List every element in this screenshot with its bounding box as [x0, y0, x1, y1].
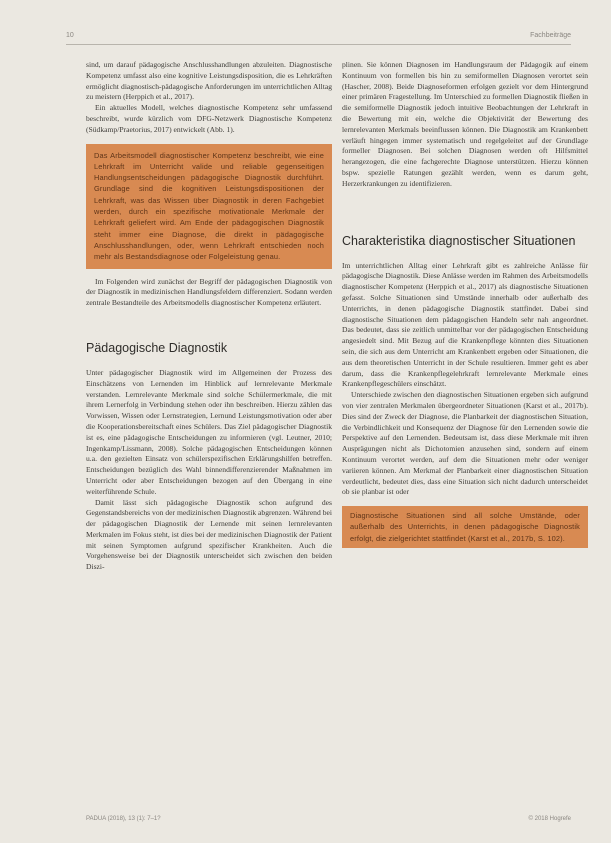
footer-citation: PADUA (2018), 13 (1): 7–1?	[86, 816, 161, 822]
paragraph: Im unterrichtlichen Alltag einer Lehrkraft gibt es zahlreiche Anlässe für pädagogische Diagnostik. Diese Anlässe werden im Rahmen des Arbeitsmodells diagnostischer Kompetenz (Herppich et al., 2017) als diagnostische Situationen gefasst. Solche Situationen sind Umstände innerhalb oder außerhalb des Unterrichts, in denen pädagogische Diagnostik stattfindet. Dabei sind diagnostische Situationen dem pädagogischen Handeln sehr nah angeordnet. Das bedeutet, dass sie zeitlich unmittelbar vor der pädagogischen Entscheidung angesiedelt sind. Mit Bezug auf die Krankenpflege könnten dies Situationen sein, die sich aus dem Unterricht am Krankenbett ergeben oder Situationen, die aus dem theoretischen Unterricht in der Schule resultieren. Immer geht es aber darum, dass die Krankenpflegelehrkraft lernrelevante Merkmale eines Krankenpflegeschülers einschätzt.	[342, 260, 588, 389]
paragraph: Unter pädagogischer Diagnostik wird im Allgemeinen der Prozess des Einschätzens von Lernenden im Hinblick auf lernrelevante Merkmale verstanden. Lernrelevante Merkmale sind solche Schülermerkmale, die mit ihrem Lernerfolg in Verbindung stehen oder ihn beschreiben. Hierzu zählen das Vorwissen, Wissen oder Lernstrategien, Lernund Leistungsmotivation oder aber die Kooperationsbereitschaft eines Schülers. Das Ziel pädagogischer Diagnostik ist es, eine pädagogische Entscheidungen zu informieren (vgl. Leutner, 2010; Ingenkamp/Lissmann, 2008). Solche pädagogischen Entscheidungen können u.a. den gezielten Einsatz von schülerspezifischen Erklärungshilfen betreffen. Entscheidungen bezüglich des Wahl binnendifferenzierender Maßnahmen im Unterricht oder aber Entscheidungen bezogen auf den Übergang in eine weiterführende Schule.	[86, 367, 332, 496]
section-label: Fachbeiträge	[530, 32, 571, 39]
page-number: 10	[66, 32, 74, 39]
section-heading: Pädagogische Diagnostik	[86, 340, 228, 355]
definition-box: Diagnostische Situationen sind all solche Umstände, oder außerhalb des Unterrichts, in denen pädagogische Diagnostik erfolgt, die zielgerichtet stattfindet (Karst et al., 2017b, S. 102).	[342, 506, 588, 548]
section-heading: Charakteristika diagnostischer Situationen	[342, 233, 576, 248]
paragraph: plinen. Sie können Diagnosen im Handlungsraum der Pädagogik auf einem Kontinuum von formellen bis hin zu semiformellen Diagnosen verortet sein (Hascher, 2008). Beide Diagnoseformen erfolgen gezielt vor dem Hintergrund einer primären Fragestellung. Im Unterschied zu formellen Diagnostik fließen in die semiformelle Diagnostik jedoch intuitive Beobachtungen der Lehrkraft in die Bewertung mit ein, welche die Objektivität der Bewertung des lernrelevanten Merkmals beeinflussen können. Die Diagnostik am Krankenbett verläuft hingegen immer systematisch und regelgeleitet auf der Grundlage formeller Diagnosen. Bei solchen Diagnosen werden oft Hilfsmittel herangezogen, die eine fachgerechte Diagnose unterstützen. Hierzu können bspw. spezielle Ratungen gezählt werden, wenn es darum geht, Herzerkrankungen zu identifizieren.	[342, 60, 588, 188]
page-header	[66, 30, 571, 45]
paragraph: sind, um darauf pädagogische Anschlusshandlungen abzuleiten. Diagnostische Kompetenz umfasst also eine kognitive Leistungsdisposition, die es Lehrkräften ermöglicht diagnostisch-pädagogische Anforderungen im unterrichtlichen Alltag zu meistern (Herppich et al., 2017).	[86, 60, 332, 102]
paragraph: Damit lässt sich pädagogische Diagnostik schon aufgrund des Gegenstandsbereichs von der medizinischen Diagnostik abgrenzen. Während bei der pädagogischen Diagnostik der Lernende mit seinen lernrelevanten Merkmalen im Fokus steht, ist dies bei der medizinischen Diagnostik der Patient mit seinen Symptomen aufgrund spezifischer Krankheiten. Auch die Vorgehensweise bei der Diagnostik unterscheidet sich zwischen den beiden Diszi-	[86, 497, 332, 572]
highlight-box: Das Arbeitsmodell diagnostischer Kompetenz beschreibt, wie eine Lehrkraft im Unterricht valide und reliable gegenseitigen Handlungsentscheidungen pädagogische Diagnostik durchführt. Grundlage sind die kognitiven Leistungsdispositionen der Lehrkraft, was das Wissen über Diagnostik in deren Fachgebiet werden, durch ein spezifische motivationale Merkmale der Lehrkraft geliefert wird. Am Ende der pädagogischen Diagnostik steht immer eine Diagnose, die direkt in pädagogische Anschlusshandlungen, oder, wenn Lehrkraft entschieden noch mehr als Bestandsdiagnose oder Folgeleistung genau.	[86, 144, 332, 269]
footer-publisher: © 2018 Hogrefe	[528, 816, 571, 822]
page-footer	[86, 816, 571, 828]
paragraph: Unterschiede zwischen den diagnostischen Situationen ergeben sich aufgrund von vier zentralen Merkmalen übergeordneter Situationen (Karst et al., 2017b). Dies sind der Zweck der Diagnose, die Planbarkeit der diagnostischen Situation, die Verbindlichkeit und Konsequenz der Diagnose für den Lernenden sowie die Perspektive auf den Lernenden. Bedeutsam ist, dass diese Merkmale mit ihren Ausprägungen nicht als Dichotomien anzusehen sind, sondern auf einem Kontinuum verortet werden, auf dem die Situationen mehr oder weniger variieren können. Am Merkmal der Planbarkeit einer diagnostischen Situation verdeutlicht, bedeutet dies, dass eine Situation sich nicht dadurch unterscheidet ob sie planbar ist oder	[342, 390, 588, 497]
paragraph: Im Folgenden wird zunächst der Begriff der pädagogischen Diagnostik von der Diagnostik in medizinischen Handlungsfeldern differenziert. Sodann werden zentrale Bestandteile des Arbeitsmodells diagnostischer Kompetenz erläutert.	[86, 276, 332, 308]
left-column	[86, 60, 332, 573]
paragraph: Ein aktuelles Modell, welches diagnostische Kompetenz sehr umfassend beschreibt, wurde kürzlich vom DFG-Netzwerk Diagnostische Kompetenz (Südkamp/Praetorius, 2017) entwickelt (Abb. 1).	[86, 103, 332, 134]
right-column	[342, 60, 588, 556]
